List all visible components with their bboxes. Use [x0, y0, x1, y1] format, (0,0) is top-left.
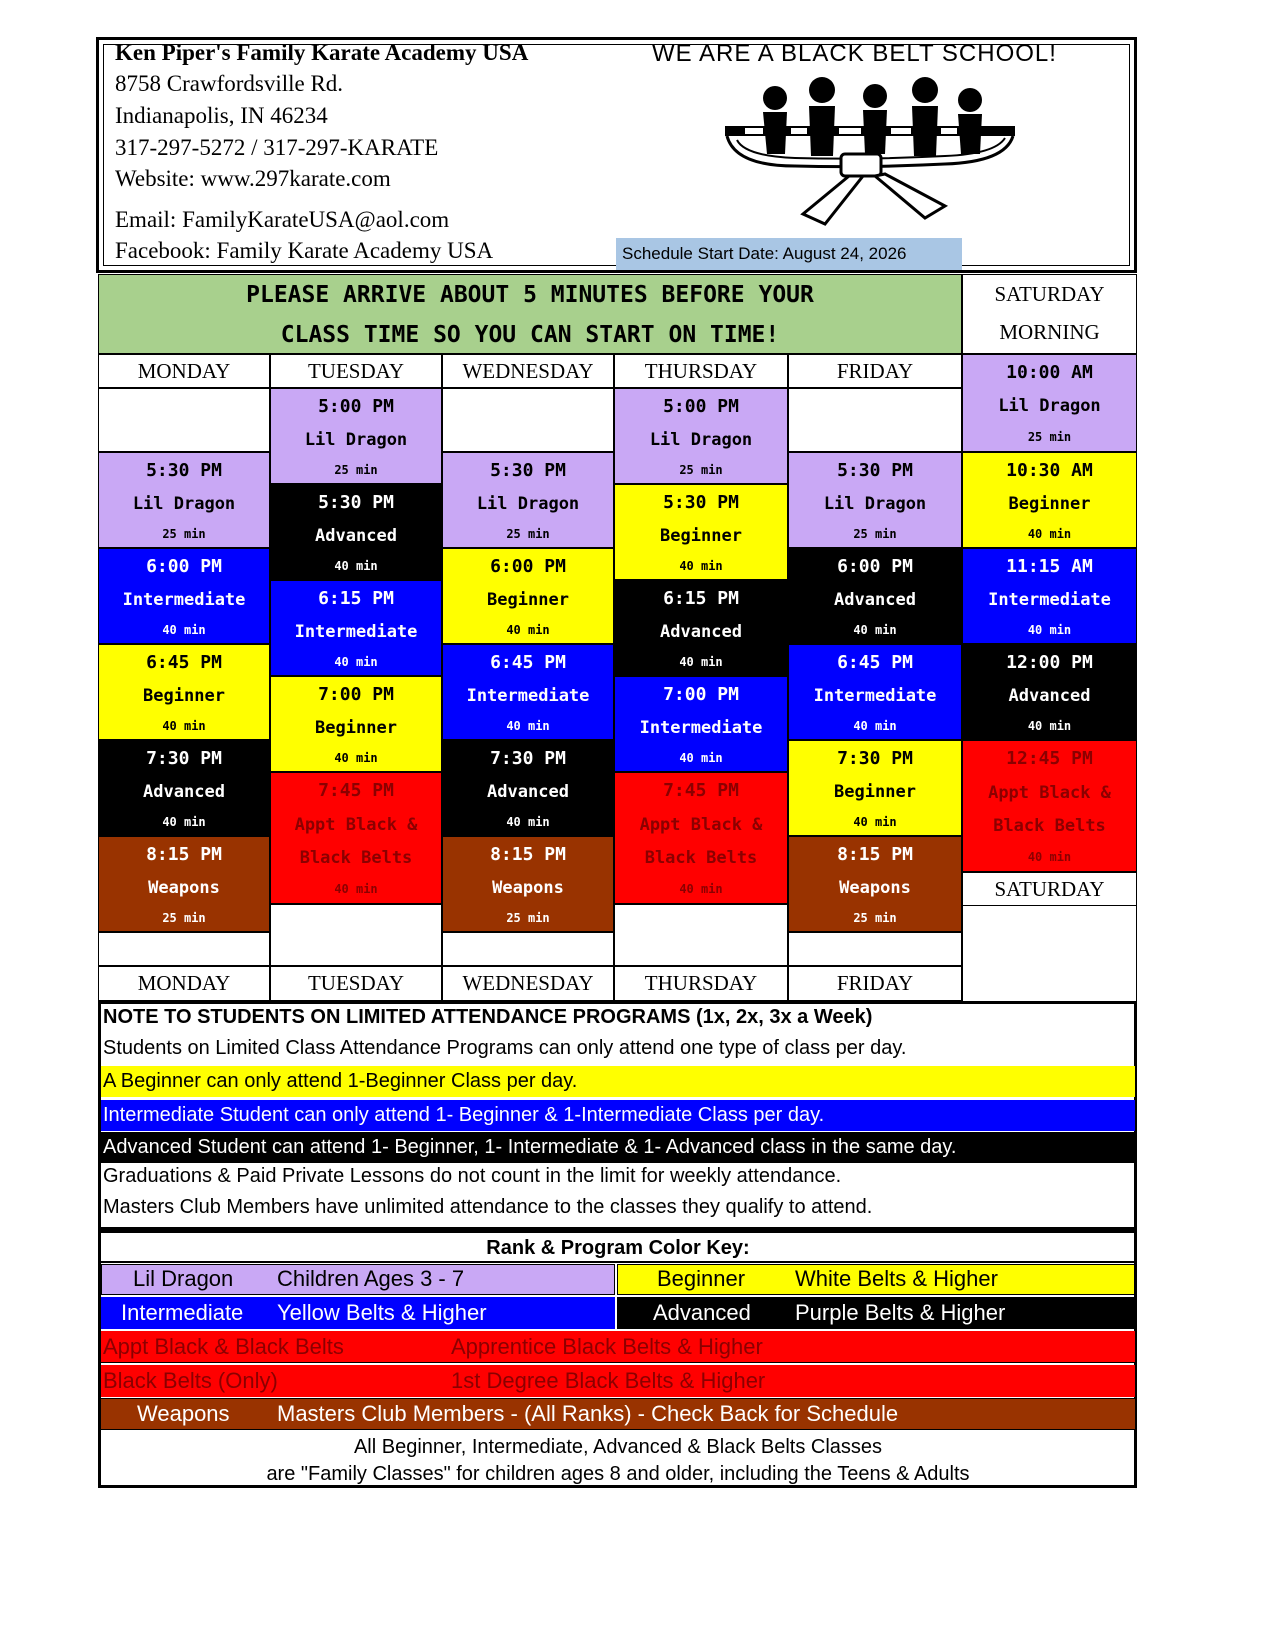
class-name: Advanced	[660, 621, 742, 642]
class-block-tuesday-intermediate[interactable]	[270, 580, 442, 676]
class-time: 8:15 PM	[146, 843, 222, 865]
class-block-tuesday-lil-dragon[interactable]	[270, 388, 442, 484]
color-key-title: Rank & Program Color Key:	[101, 1233, 1135, 1263]
key-intermediate-desc: Yellow Belts & Higher	[277, 1300, 487, 1325]
class-name: Lil Dragon	[304, 429, 408, 450]
day-header-tuesday: TUESDAY	[270, 354, 442, 388]
class-block-thursday-beginner[interactable]	[614, 484, 788, 580]
academy-name: Ken Piper's Family Karate Academy USA	[115, 40, 529, 65]
class-time: 5:30 PM	[146, 459, 222, 481]
class-time: 6:00 PM	[837, 555, 913, 577]
class-name: Intermediate	[639, 717, 763, 738]
class-duration: 40 min	[162, 718, 206, 733]
class-block-saturday-intermediate[interactable]	[962, 548, 1137, 644]
class-block-thursday-advanced[interactable]	[614, 580, 788, 676]
key-black-only: Black Belts (Only)	[103, 1368, 278, 1393]
day-header-thursday: THURSDAY	[614, 354, 788, 388]
class-name: Intermediate	[988, 589, 1111, 610]
class-time: 6:15 PM	[318, 587, 394, 609]
class-block-saturday-lil-dragon[interactable]	[962, 354, 1137, 452]
class-name: Beginner	[315, 717, 397, 738]
key-weapons: Weapons	[137, 1401, 230, 1426]
phone-numbers: 317-297-5272 / 317-297-KARATE	[115, 135, 439, 160]
notes-title: NOTE TO STUDENTS ON LIMITED ATTENDANCE PROGRAMS (1x, 2x, 3x a Week)	[103, 1006, 873, 1028]
class-duration: 40 min	[853, 814, 897, 829]
class-name: Intermediate	[122, 589, 246, 610]
class-time: 10:00 AM	[1006, 361, 1093, 383]
class-duration: 40 min	[853, 622, 897, 637]
class-duration: 40 min	[679, 882, 723, 897]
notes-line-1: Students on Limited Class Attendance Programs can only attend one type of class per day.	[103, 1037, 907, 1059]
schedule-start-date: Schedule Start Date: August 24, 2026	[616, 238, 962, 270]
address-line-1: 8758 Crawfordsville Rd.	[115, 71, 344, 96]
arrive-line-1: PLEASE ARRIVE ABOUT 5 MINUTES BEFORE YOUR	[246, 282, 814, 308]
class-time: 6:00 PM	[490, 555, 566, 577]
class-name: Lil Dragon	[823, 493, 927, 514]
empty-slot	[270, 904, 442, 966]
class-duration: 40 min	[1027, 718, 1072, 733]
class-duration: 40 min	[1027, 850, 1072, 865]
class-block-friday-weapons[interactable]	[788, 836, 962, 932]
class-block-thursday-black-belts[interactable]	[614, 772, 788, 904]
class-block-tuesday-advanced[interactable]	[270, 484, 442, 580]
morning-label: MORNING	[999, 320, 1100, 344]
class-block-tuesday-beginner[interactable]	[270, 676, 442, 772]
class-name-line-1: Appt Black &	[988, 782, 1111, 803]
class-duration: 40 min	[679, 558, 723, 573]
class-block-friday-beginner[interactable]	[788, 740, 962, 836]
address-line-2: Indianapolis, IN 46234	[115, 103, 328, 128]
empty-slot	[788, 932, 962, 966]
class-time: 12:45 PM	[1006, 747, 1093, 769]
class-block-wednesday-advanced[interactable]	[442, 740, 614, 836]
class-time: 5:30 PM	[490, 459, 566, 481]
class-duration: 40 min	[506, 814, 550, 829]
facebook[interactable]: Facebook: Family Karate Academy USA	[115, 238, 494, 263]
class-name: Weapons	[839, 877, 911, 898]
day-header-friday: FRIDAY	[788, 354, 962, 388]
class-name: Advanced	[143, 781, 225, 802]
empty-slot	[98, 932, 270, 966]
key-intermediate: Intermediate	[121, 1300, 244, 1325]
class-name: Beginner	[1008, 493, 1091, 514]
class-duration: 40 min	[334, 558, 378, 573]
key-weapons-desc: Masters Club Members - (All Ranks) - Check Back for Schedule	[277, 1401, 899, 1426]
class-name: Lil Dragon	[998, 396, 1101, 417]
class-name-line-1: Appt Black &	[294, 814, 418, 835]
notes-line-3-intermediate: Intermediate Student can only attend 1- Beginner & 1-Intermediate Class per day.	[101, 1100, 1135, 1131]
notes-line-5: Graduations & Paid Private Lessons do not count in the limit for weekly attendance.	[103, 1165, 842, 1187]
class-time: 7:00 PM	[663, 683, 739, 705]
class-time: 5:30 PM	[663, 491, 739, 513]
class-time: 6:45 PM	[146, 651, 222, 673]
class-block-thursday-lil-dragon[interactable]	[614, 388, 788, 484]
class-block-friday-lil-dragon[interactable]	[788, 452, 962, 548]
empty-slot	[98, 388, 270, 452]
class-time: 11:15 AM	[1006, 555, 1093, 577]
family-note-line-1: All Beginner, Intermediate, Advanced & Black Belts Classes	[353, 1436, 883, 1458]
class-block-tuesday-black-belts[interactable]	[270, 772, 442, 904]
class-name: Lil Dragon	[132, 493, 236, 514]
class-time: 10:30 AM	[1006, 459, 1093, 481]
class-name: Lil Dragon	[649, 429, 753, 450]
class-time: 5:30 PM	[318, 491, 394, 513]
class-duration: 40 min	[334, 882, 378, 897]
class-name: Intermediate	[294, 621, 418, 642]
arrive-early-banner	[98, 274, 962, 354]
black-belt-school-banner: WE ARE A BLACK BELT SCHOOL!	[652, 40, 1057, 67]
key-appt-black-desc: Apprentice Black Belts & Higher	[451, 1334, 763, 1359]
family-note-line-2: are "Family Classes" for children ages 8 and older, including the Teens & Adults	[266, 1463, 970, 1485]
class-name: Advanced	[834, 589, 916, 610]
day-footer-tuesday: TUESDAY	[270, 966, 442, 1001]
key-lil-dragon: Lil Dragon	[133, 1266, 234, 1291]
key-black-only-desc: 1st Degree Black Belts & Higher	[451, 1368, 766, 1393]
class-duration: 25 min	[853, 526, 897, 541]
class-duration: 40 min	[1027, 622, 1072, 637]
class-name-line-2: Black Belts	[644, 848, 758, 869]
empty-slot	[442, 388, 614, 452]
empty-slot	[614, 904, 788, 966]
class-duration: 40 min	[679, 750, 723, 765]
day-footer-saturday: SATURDAY	[962, 872, 1137, 906]
class-block-monday-beginner[interactable]	[98, 644, 270, 740]
class-time: 5:00 PM	[663, 395, 739, 417]
class-duration: 40 min	[1027, 526, 1072, 541]
class-time: 6:45 PM	[490, 651, 566, 673]
day-footer-thursday: THURSDAY	[614, 966, 788, 1001]
saturday-label: SATURDAY	[994, 282, 1105, 306]
class-name: Weapons	[148, 877, 220, 898]
class-time: 6:45 PM	[837, 651, 913, 673]
class-duration: 25 min	[506, 526, 550, 541]
class-block-friday-intermediate[interactable]	[788, 644, 962, 740]
key-advanced: Advanced	[653, 1300, 751, 1325]
empty-slot	[962, 906, 1137, 1001]
class-block-wednesday-lil-dragon[interactable]	[442, 452, 614, 548]
class-name-line-1: Appt Black &	[639, 814, 763, 835]
class-name: Intermediate	[466, 685, 590, 706]
website[interactable]: Website: www.297karate.com	[115, 166, 391, 191]
class-name: Weapons	[492, 877, 564, 898]
class-time: 7:45 PM	[318, 779, 394, 801]
class-block-saturday-beginner[interactable]	[962, 452, 1137, 548]
class-duration: 40 min	[162, 622, 206, 637]
class-time: 6:15 PM	[663, 587, 739, 609]
class-duration: 25 min	[162, 526, 206, 541]
notes-line-6: Masters Club Members have unlimited attendance to the classes they qualify to attend.	[103, 1196, 873, 1218]
class-name: Lil Dragon	[476, 493, 580, 514]
class-name: Advanced	[315, 525, 397, 546]
saturday-morning-header	[962, 274, 1137, 354]
class-name-line-2: Black Belts	[993, 816, 1106, 837]
day-header-monday: MONDAY	[98, 354, 270, 388]
class-duration: 40 min	[334, 654, 378, 669]
class-name: Beginner	[487, 589, 569, 610]
family-classes-note	[101, 1434, 1135, 1488]
key-beginner: Beginner	[657, 1266, 746, 1291]
class-time: 7:45 PM	[663, 779, 739, 801]
notes-line-2-beginner: A Beginner can only attend 1-Beginner Class per day.	[101, 1066, 1135, 1097]
class-time: 7:30 PM	[490, 747, 566, 769]
class-time: 8:15 PM	[837, 843, 913, 865]
empty-slot	[788, 388, 962, 452]
class-duration: 40 min	[334, 750, 378, 765]
key-appt-black: Appt Black & Black Belts	[103, 1334, 344, 1359]
class-time: 6:00 PM	[146, 555, 222, 577]
key-advanced-desc: Purple Belts & Higher	[795, 1300, 1006, 1325]
day-header-wednesday: WEDNESDAY	[442, 354, 614, 388]
day-footer-monday: MONDAY	[98, 966, 270, 1001]
class-name: Intermediate	[813, 685, 937, 706]
class-block-monday-lil-dragon[interactable]	[98, 452, 270, 548]
class-block-monday-weapons[interactable]	[98, 836, 270, 932]
class-duration: 25 min	[853, 910, 897, 925]
class-duration: 25 min	[506, 910, 550, 925]
class-block-saturday-black-belts[interactable]	[962, 740, 1137, 872]
class-name-line-2: Black Belts	[299, 848, 413, 869]
class-time: 7:30 PM	[837, 747, 913, 769]
class-block-saturday-advanced[interactable]	[962, 644, 1137, 740]
empty-slot	[442, 932, 614, 966]
key-beginner-desc: White Belts & Higher	[795, 1266, 998, 1291]
class-duration: 40 min	[506, 718, 550, 733]
email[interactable]: Email: FamilyKarateUSA@aol.com	[115, 207, 450, 232]
class-duration: 25 min	[679, 462, 723, 477]
class-time: 5:30 PM	[837, 459, 913, 481]
class-duration: 25 min	[1027, 430, 1072, 445]
class-block-wednesday-weapons[interactable]	[442, 836, 614, 932]
class-duration: 25 min	[162, 910, 206, 925]
class-name: Beginner	[834, 781, 916, 802]
day-footer-friday: FRIDAY	[788, 966, 962, 1001]
class-duration: 40 min	[162, 814, 206, 829]
class-name: Advanced	[1008, 685, 1091, 706]
class-block-friday-advanced[interactable]	[788, 548, 962, 644]
day-footer-wednesday: WEDNESDAY	[442, 966, 614, 1001]
class-time: 8:15 PM	[490, 843, 566, 865]
class-duration: 40 min	[506, 622, 550, 637]
class-duration: 40 min	[853, 718, 897, 733]
class-block-wednesday-intermediate[interactable]	[442, 644, 614, 740]
class-duration: 40 min	[679, 654, 723, 669]
class-time: 7:30 PM	[146, 747, 222, 769]
key-lil-dragon-desc: Children Ages 3 - 7	[277, 1266, 465, 1291]
class-name: Beginner	[143, 685, 225, 706]
class-block-monday-intermediate[interactable]	[98, 548, 270, 644]
class-time: 7:00 PM	[318, 683, 394, 705]
karate-family-logo-icon	[725, 76, 1015, 226]
class-block-monday-advanced[interactable]	[98, 740, 270, 836]
class-time: 12:00 PM	[1006, 651, 1093, 673]
arrive-line-2: CLASS TIME SO YOU CAN START ON TIME!	[280, 322, 780, 348]
notes-line-4-advanced: Advanced Student can attend 1- Beginner, 1- Intermediate & 1- Advanced class in the same day.	[101, 1132, 1135, 1163]
class-block-wednesday-beginner[interactable]	[442, 548, 614, 644]
class-time: 5:00 PM	[318, 395, 394, 417]
class-name: Advanced	[487, 781, 569, 802]
class-duration: 25 min	[334, 462, 378, 477]
class-name: Beginner	[660, 525, 742, 546]
class-block-thursday-intermediate[interactable]	[614, 676, 788, 772]
